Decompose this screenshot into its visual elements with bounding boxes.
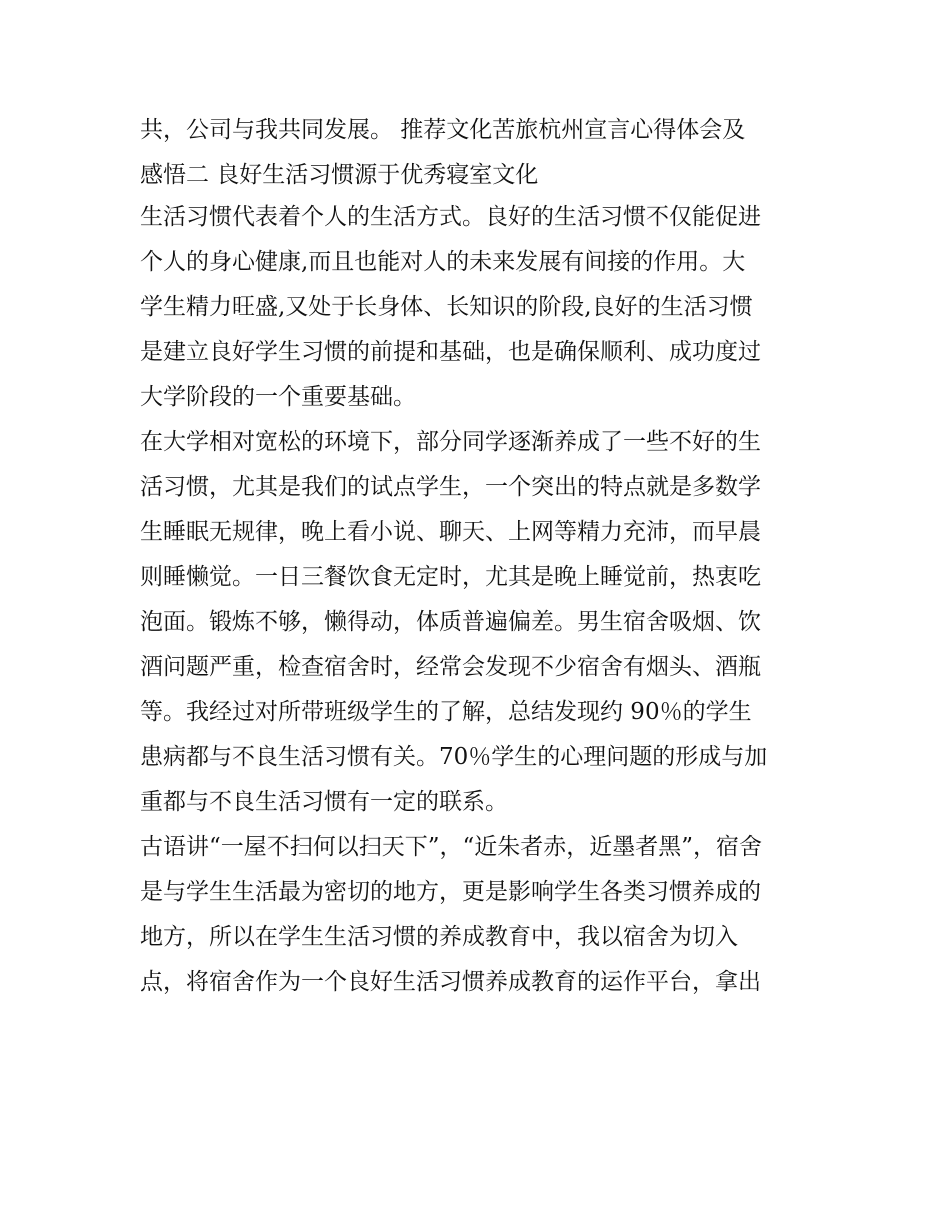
text-line: 古语讲“一屋不扫何以扫天下”，“近朱者赤，近墨者黑”，宿舍: [140, 834, 763, 860]
text-line: 点，将宿舍作为一个良好生活习惯养成教育的运作平台，拿出: [140, 969, 761, 995]
text-line: 等。我经过对所带班级学生的了解，总结发现约 90％的学生: [140, 699, 752, 725]
text-line: 感悟二 良好生活习惯源于优秀寝室文化: [140, 162, 539, 188]
text-line: 是与学生生活最为密切的地方，更是影响学生各类习惯养成的: [140, 879, 761, 905]
text-line: 生睡眠无规律，晚上看小说、聊天、上网等精力充沛，而早晨: [140, 519, 761, 545]
text-line: 是建立良好学生习惯的前提和基础，也是确保顺利、成功度过: [140, 339, 761, 365]
text-line: 患病都与不良生活习惯有关。70％学生的心理问题的形成与加: [140, 744, 768, 770]
text-line: 活习惯，尤其是我们的试点学生，一个突出的特点就是多数学: [140, 474, 761, 500]
text-line: 大学阶段的一个重要基础。: [140, 384, 416, 410]
text-line: 则睡懒觉。一日三餐饮食无定时，尤其是晚上睡觉前，热衷吃: [140, 564, 761, 590]
text-line: 生活习惯代表着个人的生活方式。良好的生活习惯不仅能促进: [140, 204, 761, 230]
text-line: 重都与不良生活习惯有一定的联系。: [140, 789, 508, 815]
document-body: [140, 108, 820, 1005]
text-line: 学生精力旺盛,又处于长身体、长知识的阶段,良好的生活习惯: [140, 294, 753, 320]
paragraph-dormitory: [140, 825, 820, 1005]
paragraph-habits-definition: [140, 195, 820, 420]
text-line: 地方，所以在学生生活习惯的养成教育中，我以宿舍为切入: [140, 924, 738, 950]
paragraph-intro: [140, 108, 820, 195]
text-line: 酒问题严重，检查宿舍时，经常会发现不少宿舍有烟头、酒瓶: [140, 654, 761, 680]
text-line: 在大学相对宽松的环境下，部分同学逐渐养成了一些不好的生: [140, 429, 761, 455]
text-line: 个人的身心健康,而且也能对人的未来发展有间接的作用。大: [140, 249, 746, 275]
text-line: 共，公司与我共同发展。 推荐文化苦旅杭州宣言心得体会及: [140, 117, 746, 143]
paragraph-problems: [140, 420, 820, 825]
text-line: 泡面。锻炼不够，懒得动，体质普遍偏差。男生宿舍吸烟、饮: [140, 609, 761, 635]
